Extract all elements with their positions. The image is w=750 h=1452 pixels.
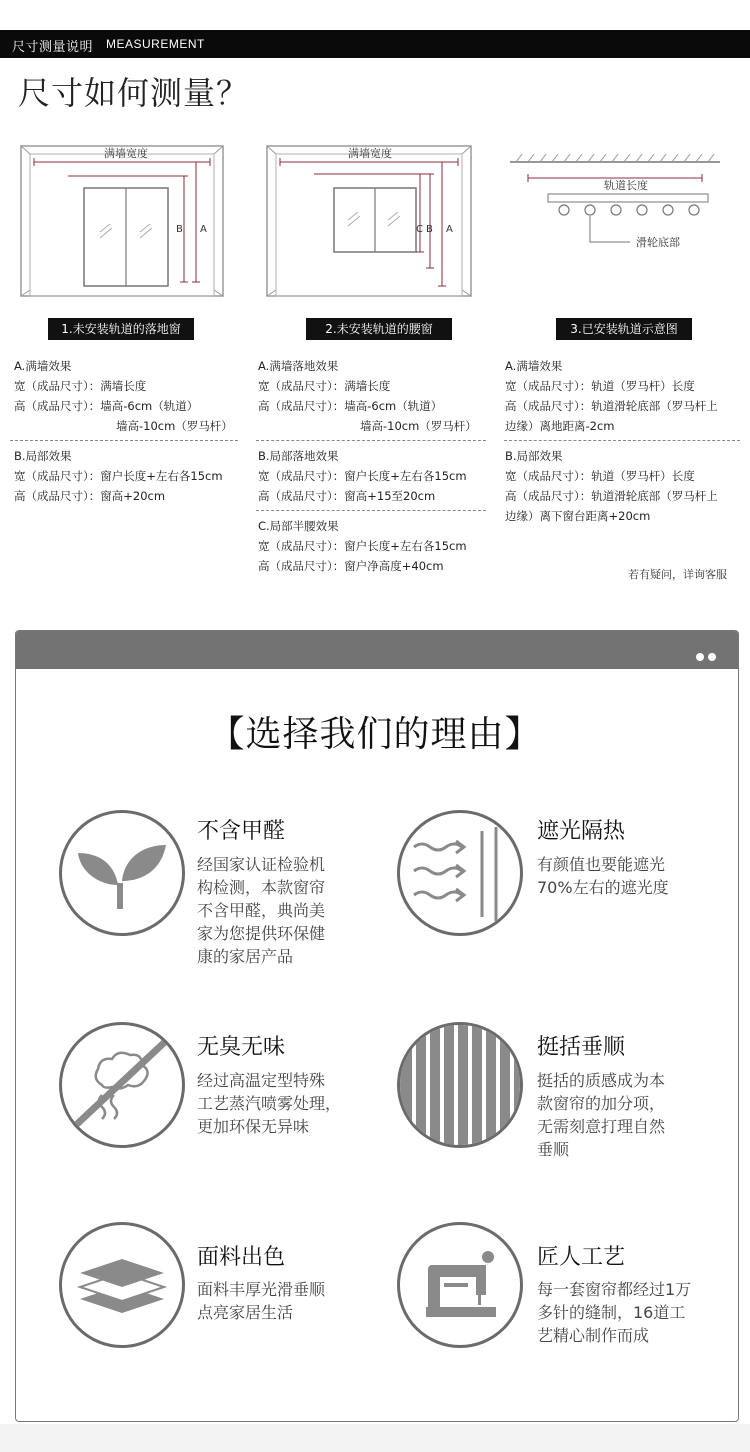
no-odor-icon	[59, 1022, 185, 1148]
spec-col3-a: A.满墙效果 宽（成品尺寸）：轨道（罗马杆）长度 高（成品尺寸）：轨道滑轮底部（罗马杆上 边缘）离地距离-2cm	[505, 359, 718, 433]
feature-title: 面料出色	[197, 1245, 286, 1270]
bottom-strip	[0, 1424, 750, 1452]
diagram3-caption: 3.已安装轨道示意图	[556, 318, 692, 340]
feature-desc: 有颜值也要能遮光 70%左右的遮光度	[537, 855, 669, 897]
dot-icon	[708, 653, 716, 661]
diagram2-letter-b: B	[426, 224, 433, 235]
feature-desc: 经国家认证检验机 构检测，本款窗帘 不含甲醛，典尚美 家为您提供环保健 康的家居产品	[197, 855, 326, 966]
diagram1-caption: 1.未安装轨道的落地窗	[48, 318, 194, 340]
diagram1-width-label: 满墙宽度	[104, 147, 148, 160]
header-title-cn: 尺寸测量说明	[12, 40, 94, 55]
fabric-layers-icon	[59, 1222, 185, 1348]
heat-block-icon	[397, 810, 523, 936]
spec-col2-b: B.局部落地效果 宽（成品尺寸）：窗户长度+左右各15cm 高（成品尺寸）：窗高+15至20cm	[258, 449, 467, 503]
spec-col1-a: A.满墙效果 宽（成品尺寸）：满墙长度 高（成品尺寸）：墙高-6cm（轨道） 墙高-10cm（罗马杆）	[14, 359, 233, 433]
feature-title: 无臭无味	[197, 1035, 286, 1060]
panel-dots	[692, 646, 716, 665]
diagram3-pulley-label: 滑轮底部	[636, 236, 680, 249]
spec-col2-a: A.满墙落地效果 宽（成品尺寸）：满墙长度 高（成品尺寸）：墙高-6cm（轨道） 墙高-10cm（罗马杆）	[258, 359, 477, 433]
spec-col1-b: B.局部效果 宽（成品尺寸）：窗户长度+左右各15cm 高（成品尺寸）：窗高+20cm	[14, 449, 223, 503]
divider	[256, 440, 486, 441]
footnote: 若有疑问，详询客服	[628, 568, 727, 581]
feature-title: 匠人工艺	[537, 1245, 626, 1270]
feature-title: 遮光隔热	[537, 819, 626, 844]
diagram1-letter-a: A	[200, 224, 207, 235]
divider	[10, 440, 238, 441]
feature-title: 不含甲醛	[197, 819, 286, 844]
feature-desc: 面料丰厚光滑垂顺 点亮家居生活	[197, 1280, 326, 1322]
diagram2-letter-c: C	[416, 224, 423, 235]
diagram-installed-track	[506, 150, 726, 260]
drape-icon	[397, 1022, 523, 1148]
page-title: 尺寸如何测量？	[18, 74, 250, 112]
dot-icon	[696, 653, 704, 661]
leaf-icon	[59, 810, 185, 936]
feature-desc: 每一套窗帘都经过1万 多针的缝制，16道工 艺精心制作而成	[537, 1280, 692, 1345]
header-title-en: MEASUREMENT	[106, 37, 205, 51]
reasons-title: 【选择我们的理由】	[208, 714, 542, 755]
sewing-machine-icon	[397, 1222, 523, 1348]
diagram-floor-window	[18, 140, 228, 305]
diagram2-caption: 2.未安装轨道的腰窗	[306, 318, 452, 340]
header-bar	[0, 30, 750, 58]
feature-desc: 挺括的质感成为本 款窗帘的加分项， 无需刻意打理自然 垂顺	[537, 1071, 666, 1159]
diagram-waist-window	[264, 140, 476, 305]
feature-title: 挺括垂顺	[537, 1035, 626, 1060]
diagram1-letter-b: B	[176, 224, 183, 235]
spec-col3-b: B.局部效果 宽（成品尺寸）：轨道（罗马杆）长度 高（成品尺寸）：轨道滑轮底部（罗马杆上 边缘）离下窗台距离+20cm	[505, 449, 718, 523]
diagram2-width-label: 满墙宽度	[348, 147, 392, 160]
diagram3-track-label: 轨道长度	[604, 179, 648, 192]
divider	[256, 510, 486, 511]
spec-col2-c: C.局部半腰效果 宽（成品尺寸）：窗户长度+左右各15cm 高（成品尺寸）：窗户净高度+40cm	[258, 519, 467, 573]
panel-header	[16, 631, 738, 669]
diagram2-letter-a: A	[446, 224, 453, 235]
feature-desc: 经过高温定型特殊 工艺蒸汽喷雾处理， 更加环保无异味	[197, 1071, 342, 1136]
divider	[504, 440, 740, 441]
